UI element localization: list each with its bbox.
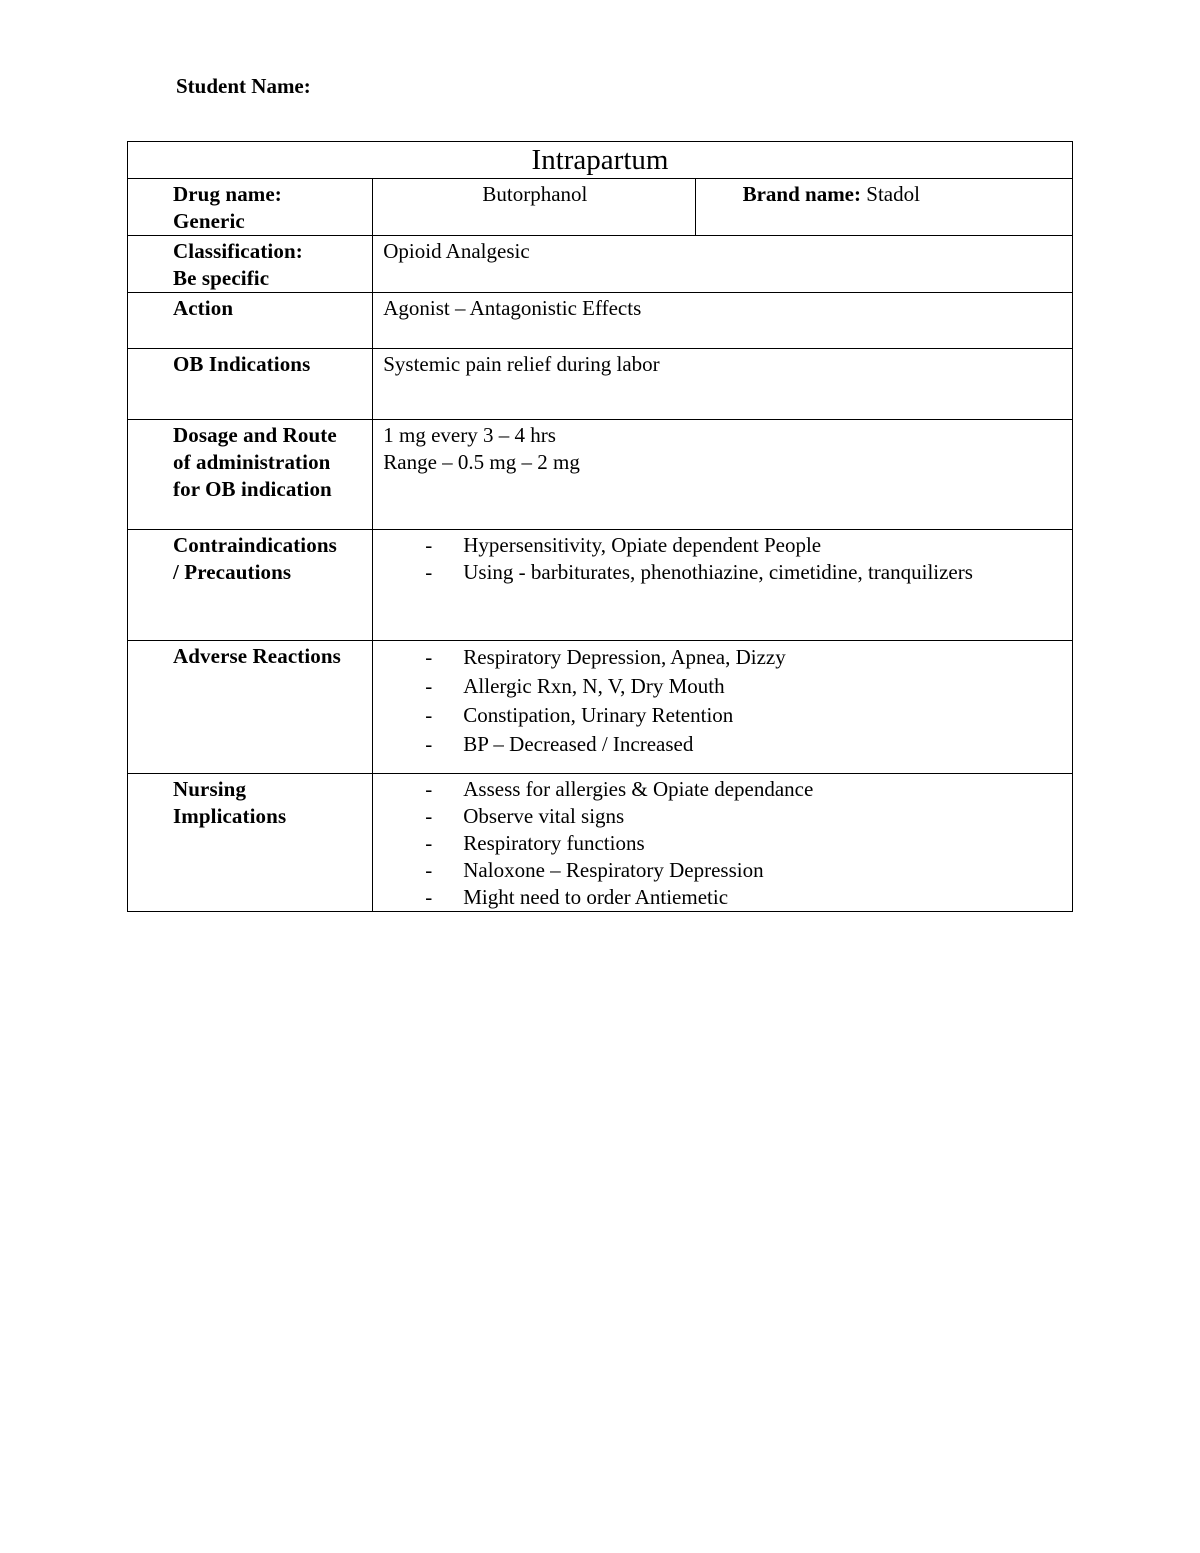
- contraindications-label: [128, 530, 373, 641]
- adverse-reactions-label: Adverse Reactions: [128, 641, 373, 774]
- brand-name-label: Brand name:: [742, 182, 862, 206]
- drug-name-label: [128, 179, 373, 236]
- list-item: - Respiratory Depression, Apnea, Dizzy: [425, 643, 1064, 672]
- dosage-row: [128, 420, 1073, 530]
- adverse-reactions-row: [128, 641, 1073, 774]
- dosage-label: [128, 420, 373, 530]
- list-item: - Constipation, Urinary Retention: [425, 701, 1064, 730]
- adverse-reactions-value: [373, 641, 1073, 774]
- classification-label-line1: Classification:: [173, 239, 303, 263]
- list-item: - Assess for allergies & Opiate dependance: [425, 776, 1064, 803]
- contraindications-row: [128, 530, 1073, 641]
- brand-name-cell: [695, 179, 1072, 236]
- table-title: Intrapartum: [128, 142, 1073, 179]
- nursing-implications-value: [373, 774, 1073, 912]
- dosage-label-line1: Dosage and Route: [173, 423, 337, 447]
- action-row: [128, 293, 1073, 349]
- drug-name-label-line2: Generic: [173, 209, 245, 233]
- classification-label: [128, 236, 373, 293]
- dosage-value-line1: 1 mg every 3 – 4 hrs: [383, 423, 556, 447]
- drug-card-table: [127, 141, 1073, 912]
- contraindications-label-line1: Contraindications: [173, 533, 337, 557]
- nursing-implications-label-line2: Implications: [173, 804, 287, 828]
- list-item: - Observe vital signs: [425, 803, 1064, 830]
- generic-name-value: Butorphanol: [373, 179, 695, 236]
- classification-label-line2: Be specific: [173, 266, 270, 290]
- action-value: Agonist – Antagonistic Effects: [373, 293, 1073, 349]
- list-item: - Using - barbiturates, phenothiazine, cimetidine, tranquilizers: [425, 559, 1064, 586]
- list-item: - Hypersensitivity, Opiate dependent People: [425, 532, 1064, 559]
- contraindications-value: [373, 530, 1073, 641]
- drug-name-row: [128, 179, 1073, 236]
- ob-indications-value: Systemic pain relief during labor: [373, 349, 1073, 420]
- list-item: - Might need to order Antiemetic: [425, 884, 1064, 911]
- brand-name-value: Stadol: [866, 182, 920, 206]
- ob-indications-row: [128, 349, 1073, 420]
- list-item: - BP – Decreased / Increased: [425, 730, 1064, 759]
- list-item: - Respiratory functions: [425, 830, 1064, 857]
- action-label: Action: [128, 293, 373, 349]
- drug-name-label-line1: Drug name:: [173, 182, 282, 206]
- nursing-implications-label-line1: Nursing: [173, 777, 247, 801]
- dosage-value-line2: Range – 0.5 mg – 2 mg: [383, 450, 580, 474]
- nursing-implications-label: [128, 774, 373, 912]
- classification-value: Opioid Analgesic: [373, 236, 1073, 293]
- dosage-value: [373, 420, 1073, 530]
- dosage-label-line3: for OB indication: [173, 477, 332, 501]
- contraindications-list: [383, 532, 1064, 586]
- nursing-implications-row: [128, 774, 1073, 912]
- adverse-reactions-list: [383, 643, 1064, 759]
- list-item: - Naloxone – Respiratory Depression: [425, 857, 1064, 884]
- classification-row: [128, 236, 1073, 293]
- list-item: - Allergic Rxn, N, V, Dry Mouth: [425, 672, 1064, 701]
- contraindications-label-line2: / Precautions: [173, 560, 292, 584]
- dosage-label-line2: of administration: [173, 450, 331, 474]
- student-name-label: Student Name:: [176, 74, 311, 98]
- nursing-implications-list: [383, 776, 1064, 911]
- title-row: [128, 142, 1073, 179]
- ob-indications-label: OB Indications: [128, 349, 373, 420]
